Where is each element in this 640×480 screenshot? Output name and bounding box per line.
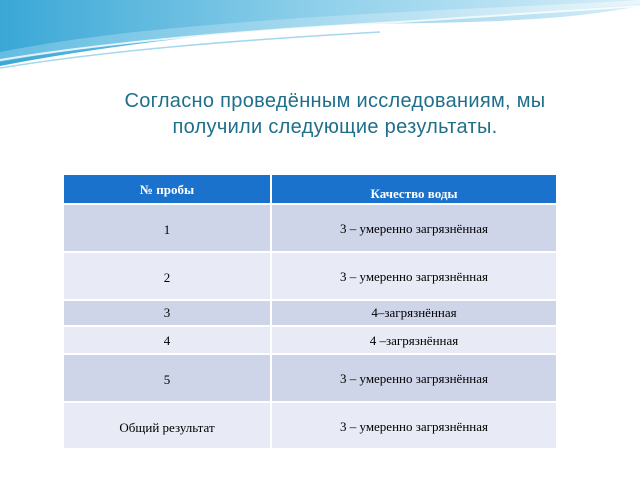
cell-quality-text: 3 – умеренно загрязнённая — [339, 269, 488, 284]
table-row — [64, 402, 557, 448]
table-row — [64, 252, 557, 300]
cell-quality-text: 3 – умеренно загрязнённая — [339, 221, 488, 236]
table-header-row — [64, 175, 557, 204]
cell-sample-text: 4 — [163, 333, 171, 348]
table-row — [64, 354, 557, 402]
cell-quality — [271, 252, 557, 300]
cell-quality — [271, 204, 557, 252]
header-water-quality: Качество воды — [271, 175, 557, 204]
results-table — [64, 175, 558, 448]
slide-title-line-2: получили следующие результаты. — [172, 116, 498, 138]
cell-quality — [271, 326, 557, 354]
cell-quality — [271, 354, 557, 402]
table-row — [64, 300, 557, 326]
cell-sample-text: 1 — [163, 222, 171, 237]
header-sample-number: № пробы — [64, 175, 271, 204]
cell-quality-text: 4 –загрязнённая — [369, 333, 459, 348]
cell-quality — [271, 300, 557, 326]
cell-sample — [64, 354, 271, 402]
cell-sample-text: 3 — [163, 305, 171, 320]
cell-sample — [64, 402, 271, 448]
cell-quality — [271, 402, 557, 448]
cell-sample-text: Общий результат — [119, 420, 215, 435]
cell-sample-text: 2 — [163, 270, 171, 285]
cell-sample-text: 5 — [163, 372, 171, 387]
cell-sample — [64, 252, 271, 300]
decorative-wave-header — [0, 0, 640, 80]
cell-sample — [64, 300, 271, 326]
slide-title-line-1: Согласно проведённым исследованиям, мы — [124, 90, 546, 112]
cell-quality-text: 3 – умеренно загрязнённая — [339, 371, 488, 386]
table-row — [64, 326, 557, 354]
cell-quality-text: 4–загрязнённая — [371, 305, 457, 320]
slide-title — [60, 88, 610, 140]
table-row — [64, 204, 557, 252]
cell-quality-text: 3 – умеренно загрязнённая — [339, 419, 488, 434]
cell-sample — [64, 326, 271, 354]
cell-sample — [64, 204, 271, 252]
